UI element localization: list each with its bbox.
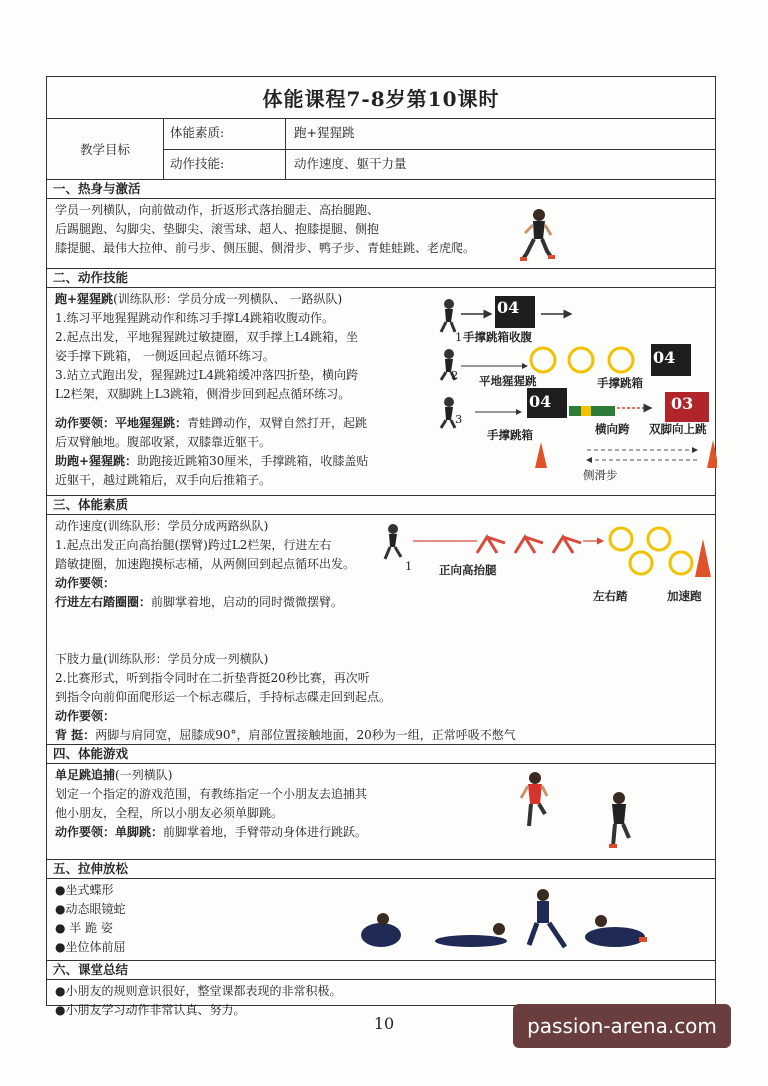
section-skills-heading: 二、动作技能 [47, 269, 715, 288]
stretch-item: ●动态眼镜蛇 [55, 902, 126, 916]
diagram-label-side-cross: 横向跨 [595, 422, 630, 436]
section-fitness-body [47, 515, 715, 745]
agility-ring [610, 528, 632, 550]
hurdle [515, 537, 543, 553]
section-game-body [47, 764, 715, 860]
game-line: 他小朋友，全程，所以小朋友必须单脚跳。 [55, 806, 284, 820]
stretch-item: ●坐式蝶形 [55, 883, 114, 897]
game-req-label: 动作要领：单脚跳： [55, 825, 164, 839]
skill-step-2: 姿手撑下跳箱， 一侧返回起点循环练习。 [55, 349, 275, 363]
section-stretch-heading: 五、拉伸放松 [47, 860, 715, 879]
diagram-label-ground-jump: 平地猩猩跳 [479, 374, 537, 388]
stretching-children-photo [353, 885, 653, 957]
hurdle [553, 537, 581, 553]
goal-key-quality: 体能素质: [164, 119, 286, 149]
agility-ring [569, 348, 593, 372]
diagram-label-jump-up: 双脚向上跳 [649, 422, 707, 436]
goal-value-quality: 跑+猩猩跳 [294, 125, 355, 140]
box-number-1: 04 [497, 298, 520, 317]
cone-right [707, 440, 717, 468]
goal-value-skill: 动作速度、躯干力量 [294, 155, 407, 171]
diagram-label-box-support-2: 手撑跳箱 [487, 428, 533, 442]
section-fitness-heading: 三、体能素质 [47, 496, 715, 515]
game-formation: (一列横队) [115, 768, 173, 782]
skill-title: 跑+猩猩跳 [55, 292, 114, 306]
page-title: 体能课程7-8岁第10课时 [47, 77, 715, 119]
agility-ring [630, 552, 652, 574]
section-warmup-heading: 一、热身与激活 [47, 180, 715, 199]
section-stretch-body [47, 879, 715, 961]
speed-label-high-knees: 正向高抬腿 [439, 563, 497, 577]
lower-req-label: 背 挺： [55, 728, 96, 742]
speed-req-text: 前脚掌着地，启动的同时微微摆臂。 [151, 595, 344, 609]
hopping-children-photo [513, 768, 653, 856]
warmup-line: 学员一列横队，向前做动作，折返形式落抬腿走、高抬腿跑、 [55, 203, 380, 217]
section-game-heading: 四、体能游戏 [47, 745, 715, 764]
section-skills-body [47, 288, 715, 496]
diagram-label-side-slide: 侧滑步 [583, 468, 618, 482]
lower-line: 2.比赛形式，听到指令同时在二折垫背挺20秒比赛，再次听 [55, 671, 370, 685]
lower-line: 到指令向前仰面爬形运一个标志碟后，手持标志碟走回到起点。 [55, 690, 392, 704]
warmup-line: 后踢腿跑、勾脚尖、垫脚尖、滚雪球、超人、抱膝提腿、侧抱 [55, 222, 380, 236]
summary-item: ●小朋友的规则意识很好，整堂课都表现的非常积极。 [55, 984, 342, 998]
skill-formation: (训练队形：学员分成一列横队、 一路纵队) [113, 292, 343, 306]
agility-ring [648, 528, 670, 550]
speed-step-number: 1 [405, 559, 413, 573]
kid-figure-1 [441, 299, 455, 332]
goal-key-skill: 动作技能: [164, 150, 286, 180]
kid-figure-3 [441, 397, 455, 428]
goal-label: 教学目标 [47, 119, 164, 179]
skill-req2-text: 助跑接近跳箱30厘米，手撑跳箱，收膝盖贴 [137, 454, 369, 468]
speed-diagram [377, 519, 717, 599]
summary-item: ●小朋友学习动作非常认真、努力。 [55, 1003, 246, 1017]
stretch-item: ● 半 跪 姿 [55, 921, 113, 935]
diagram-step-2: 2 [451, 368, 459, 382]
skills-diagram [431, 292, 717, 492]
skill-step-3: L2栏架，双脚跳上L3跳箱，侧滑步回到起点循环练习。 [55, 387, 351, 401]
running-child-photo [515, 207, 557, 263]
skill-step-3: 3.站立式跑出发，猩猩跳过L4跳箱缓冲落四折垫，横向跨 [55, 368, 359, 382]
diagram-label-box-support: 手撑跳箱 [597, 376, 643, 390]
skill-req2-label: 助跑+猩猩跳： [55, 454, 138, 468]
box-number-3: 04 [529, 392, 552, 411]
diagram-step-3: 3 [455, 412, 463, 426]
skill-step-2: 2.起点出发，平地猩猩跳过敏捷圈，双手撑上L4跳箱，坐 [55, 330, 359, 344]
lower-title: 下肢力量(训练队形：学员分成一列横队) [55, 652, 269, 666]
lower-req: 动作要领： [55, 709, 116, 723]
lower-req-text: 两脚与肩同宽，屈膝成90°，肩部位置接触地面，20秒为一组，正常呼吸不憋气 [95, 728, 516, 742]
game-title: 单足跳追捕 [55, 768, 116, 782]
hurdle [477, 537, 505, 553]
box-number-2: 04 [653, 348, 676, 367]
speed-label-left-right: 左右踏 [593, 589, 628, 603]
skill-req-label: 动作要领：平地猩猩跳： [55, 416, 188, 430]
speed-label-accelerate: 加速跑 [667, 589, 702, 603]
cone-left [535, 442, 547, 468]
skill-step-1: 1.练习平地猩猩跳动作和练习手撑L4跳箱收腹动作。 [55, 311, 335, 325]
warmup-line: 膝提腿、最伟大拉伸、前弓步、侧压腿、侧滑步、鸭子步、青蛙蛙跳、老虎爬。 [55, 241, 476, 255]
game-req-text: 前脚掌着地，手臂带动身体进行跳跃。 [163, 825, 368, 839]
speed-line: 踏敏捷圈，加速跑摸标志桶，从两侧回到起点循环出发。 [55, 557, 356, 571]
skill-req2-text: 近躯干，越过跳箱后，双手向后推箱子。 [55, 473, 272, 487]
teaching-goal-row [47, 119, 715, 180]
section-warmup-body [47, 199, 715, 269]
speed-req: 动作要领： [55, 576, 116, 590]
section-summary-heading: 六、课堂总结 [47, 961, 715, 980]
watermark-badge: passion-arena.com [513, 1004, 731, 1048]
stretch-item: ●坐位体前屈 [55, 940, 126, 954]
skill-req-text: 青蛙蹲动作，双臂自然打开，起跳 [187, 416, 368, 430]
game-line: 划定一个指定的游戏范围，有教练指定一个小朋友去追捕其 [55, 787, 368, 801]
skill-req-text: 后双臂触地。腹部收紧，双膝靠近躯干。 [55, 435, 272, 449]
diagram-label-box-tuck: 手撑跳箱收腹 [463, 330, 532, 344]
lesson-plan-table [46, 76, 716, 1017]
speed-line: 1.起点出发正向高抬腿(摆臂)跨过L2栏架，行进左右 [55, 538, 332, 552]
speed-title: 动作速度(训练队形：学员分成两路纵队) [55, 519, 269, 533]
speed-req-label: 行进左右踏圈圈： [55, 595, 152, 609]
folding-mat [569, 406, 615, 416]
agility-ring [531, 348, 555, 372]
agility-ring [670, 552, 692, 574]
cone [695, 539, 711, 577]
box-number-4: 03 [671, 394, 694, 413]
agility-ring [609, 348, 633, 372]
page-number: 10 [373, 1014, 395, 1033]
diagram-step-1: 1 [455, 330, 463, 344]
